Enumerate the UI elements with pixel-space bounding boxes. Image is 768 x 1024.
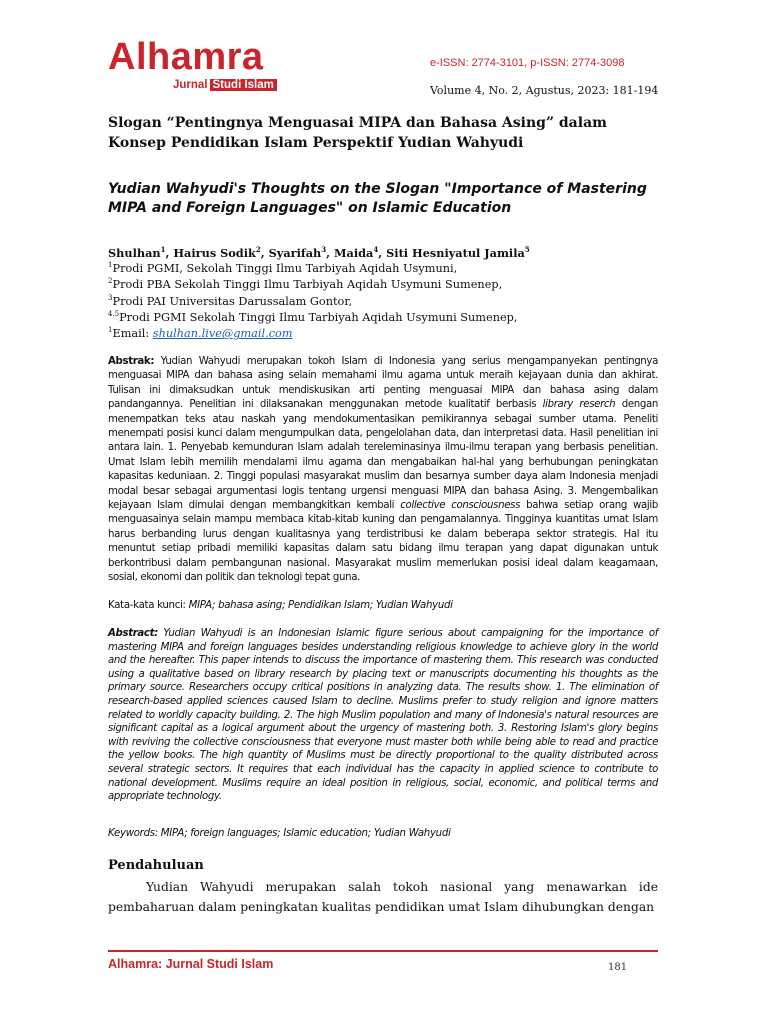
email-link[interactable]: shulhan.live@gmail.com xyxy=(152,327,293,341)
author-sup: 2 xyxy=(255,245,261,255)
abstract-italic: collective consciousness xyxy=(400,500,521,512)
keywords-text: MIPA; bahasa asing; Pendidikan Islam; Yudian Wahyudi xyxy=(188,600,453,611)
affiliation-text: Prodi PGMI Sekolah Tinggi Ilmu Tarbiyah Aqidah Usymuni Sumenep, xyxy=(119,310,518,324)
author-sup: 1 xyxy=(160,245,166,255)
logo-sub-journal: Jurnal xyxy=(173,79,208,91)
affiliation xyxy=(108,277,658,293)
affiliation-sup: 2 xyxy=(108,277,113,286)
affiliation-sup: 1 xyxy=(108,261,113,270)
author-name: Syarifah xyxy=(268,246,322,260)
logo-sub-studi: Studi Islam xyxy=(210,79,277,91)
author-name: Shulhan xyxy=(108,246,161,260)
affiliation-sup: 3 xyxy=(108,293,113,302)
page-number: 181 xyxy=(608,962,628,973)
email-label: Email: xyxy=(112,327,153,341)
author-names: Shulhan$^1$, Hairus Sodik$^2$, Syarifah$^3$, Maida$^4$, Siti Hesniyatul Jamila$^5$ xyxy=(108,245,530,260)
journal-logo xyxy=(108,36,288,96)
authors-block xyxy=(108,245,658,342)
volume-info: Volume 4, No. 2, Agustus, 2023: 181-194 xyxy=(430,84,659,97)
abstract-english xyxy=(108,627,658,804)
abstract-indonesian xyxy=(108,355,658,586)
author-name: Maida xyxy=(334,246,374,260)
abstract-label: Abstrak: xyxy=(108,356,155,367)
author-sup: 3 xyxy=(321,245,327,255)
footer-divider xyxy=(108,950,658,952)
abstract-text: Yudian Wahyudi merupakan tokoh Islam di Indonesia yang serius mengampanyekan pentingnya menguasai MIPA dan bahasa asing selain memahami ilmu agama untuk meraih kejayaan dunia dan akhirat. Tulisan ini dimaksudkan untuk mendiskusikan arti penting menguasai MIPA dan bahasa asing dalam pandangannya. Penelitian ini dilaksanakan menggunakan metode kualitatif berbasis xyxy=(108,356,658,411)
affiliation xyxy=(108,310,658,326)
logo-title: Alhamra xyxy=(108,36,264,78)
affiliation-text: Prodi PBA Sekolah Tinggi Ilmu Tarbiyah Aqidah Usymuni Sumenep, xyxy=(112,278,503,292)
abstract-text: Yudian Wahyudi is an Indonesian Islamic figure serious about campaigning for the importance of mastering MIPA and foreign languages besides understanding religious knowledge to achieve glory in the world and the hereafter. This paper intends to discuss the importance of mastering them. This research was conducted using a qualitative based on library research by placing text or manuscripts documenting his thoughts as the primary source. Researchers occupy critical positions in analyzing data. The results show. 1. The elimination of research-based applied sciences caused Islam to decline. Muslims prefer to study religion and ignore matters related to worldly capacity building. 2. The high Muslim population and many of Indonesia's natural resources are significant capital as a logical argument about the urgency of mastering both. 3. Restoring Islam's glory begins with reviving the collective consciousness that everyone must master both while being able to read and practice the yellow books. The high quantity of Muslims must be directly proportional to the quality distributed across several strategic sectors. It requires that each individual has the capacity in applied science to contribute to national development. Muslims require an ideal position in religious, social, economic, and political terms and appropriate technology. xyxy=(108,628,658,803)
logo-subtitle xyxy=(173,78,277,92)
author-name: Hairus Sodik xyxy=(173,246,256,260)
author-sup: 4 xyxy=(373,245,379,255)
keywords-label: Kata-kata kunci: xyxy=(108,600,189,611)
email-sup: 1 xyxy=(108,326,113,335)
abstract-text: bahwa setiap orang wajib menguasainya selain mampu membaca kitab-kitab kuning dan pengamalannya. Tingginya kuantitas umat Islam harus berbanding lurus dengan kualitasnya yang terdistribusi ke dalam beberapa sektor strategis. Hal itu menuntut setiap pribadi memiliki kapasitas dalam satu bidang ilmu terapan yang dapat digunakan untuk berkontribusi dalam pembangunan nasional. Masyarakat muslim memerlukan posisi ideal dalam keagamaan, sosial, ekonomi dan politik dan teknologi tepat guna. xyxy=(108,500,658,584)
issn: e-ISSN: 2774-3101, p-ISSN: 2774-3098 xyxy=(430,57,625,69)
abstract-italic: library reserch xyxy=(542,399,616,411)
section-heading: Pendahuluan xyxy=(108,858,204,873)
affiliation-sup: 4.5 xyxy=(108,310,120,319)
keywords-english: Keywords: MIPA; foreign languages; Islamic education; Yudian Wahyudi xyxy=(108,828,451,839)
email-line xyxy=(108,326,658,342)
keywords-indonesian xyxy=(108,599,658,613)
title-english: Yudian Wahyudi's Thoughts on the Slogan "Importance of Mastering MIPA and Foreign Languages" on Islamic Education xyxy=(108,181,647,216)
author-name: Siti Hesniyatul Jamila xyxy=(386,246,525,260)
affiliation-text: Prodi PGMI, Sekolah Tinggi Ilmu Tarbiyah Aqidah Usymuni, xyxy=(112,262,458,276)
abstract-label: Abstract: xyxy=(108,628,158,639)
affiliation xyxy=(108,294,658,310)
abstract-text: dengan menempatkan teks atau naskah yang mendokumentasikan pemikirannya sebagai sumber utama. Peneliti menempati posisi kunci dalam mengumpulkan data, pengelolahan data, dan interpretasi data. Hasil penelitian ini antara lain. 1. Penyebab kemunduran Islam adalah tereleminasinya ilmu-ilmu terapan yang berbasis penelitian. Umat Islam lebih memilih mendalami ilmu agama dan mengabaikan hal-hal yang berhubungan peningkatan kapasitas keduniaan. 2. Tinggi populasi masyarakat muslim dan besarnya sumber daya alam Indonesia menjadi modal besar sebagai argumentasi logis tentang urgensi menguasi MIPA dan bahasa Asing. 3. Mengembalikan kejayaan Islam dimulai dengan membangkitkan kembali xyxy=(108,399,658,512)
footer-journal-name: Alhamra: Jurnal Studi Islam xyxy=(108,957,274,971)
author-sup: 5 xyxy=(524,245,530,255)
affiliation-text: Prodi PAI Universitas Darussalam Gontor, xyxy=(112,294,353,308)
title-indonesian: Slogan “Pentingnya Menguasai MIPA dan Bahasa Asing” dalam Konsep Pendidikan Islam Perspektif Yudian Wahyudi xyxy=(108,115,607,151)
affiliation xyxy=(108,261,658,277)
section-paragraph: Yudian Wahyudi merupakan salah tokoh nasional yang menawarkan ide pembaharuan dalam peningkatan kualitas pendidikan umat Islam dihubungkan dengan xyxy=(108,880,658,914)
